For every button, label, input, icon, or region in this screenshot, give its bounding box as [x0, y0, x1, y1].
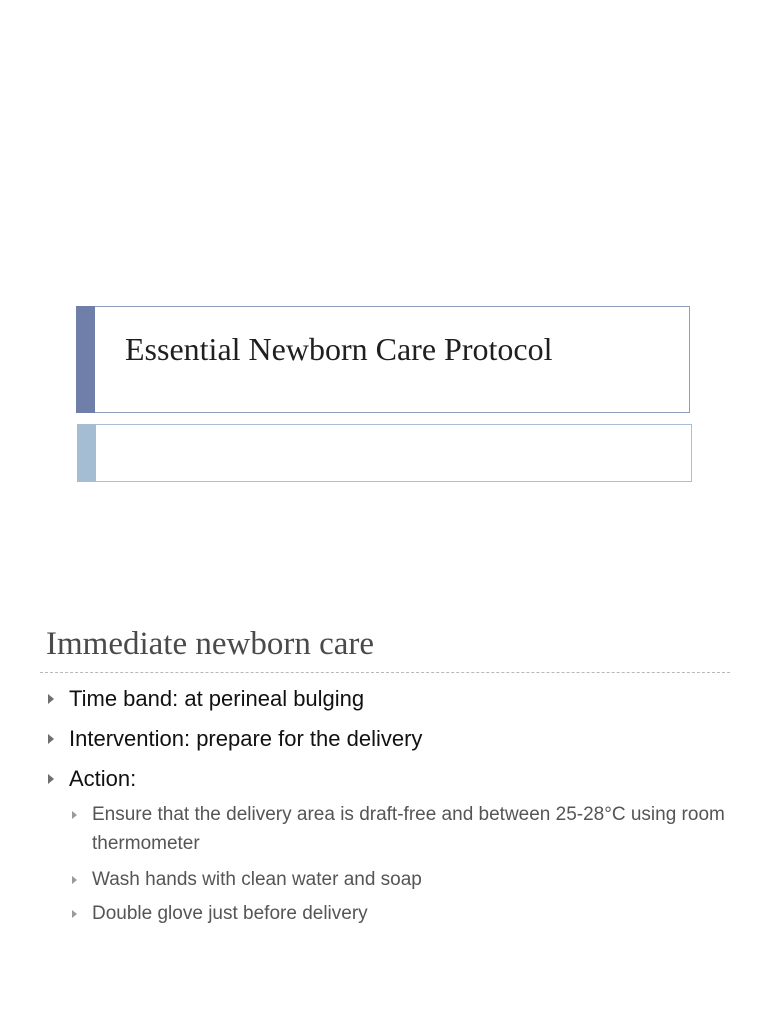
triangle-right-icon: [72, 910, 77, 918]
triangle-right-icon: [48, 734, 54, 744]
title-box: [76, 306, 690, 413]
heading-divider: [40, 672, 730, 673]
subtitle-box: [77, 424, 692, 482]
sub-bullet-item: [72, 865, 422, 894]
subtitle-accent-bar: [77, 424, 96, 482]
slide-title: Essential Newborn Care Protocol: [125, 331, 553, 367]
triangle-right-icon: [72, 811, 77, 819]
bullet-label: Action:: [69, 766, 137, 791]
section-heading: Immediate newborn care: [46, 626, 375, 662]
title-accent-bar: [76, 306, 95, 413]
triangle-right-icon: [48, 694, 54, 704]
sub-bullet-label: Ensure that the delivery area is draft-free and between 25-28°C using room thermometer: [92, 804, 725, 854]
triangle-right-icon: [48, 774, 54, 784]
bullet-item: [48, 686, 364, 712]
bullet-item: [48, 766, 136, 792]
sub-bullet-label: Wash hands with clean water and soap: [92, 869, 422, 890]
bullet-label: Intervention: prepare for the delivery: [69, 726, 423, 751]
sub-bullet-item: [72, 800, 732, 858]
bullet-label: Time band: at perineal bulging: [69, 686, 365, 711]
bullet-item: [48, 726, 422, 752]
sub-bullet-label: Double glove just before delivery: [92, 903, 368, 924]
triangle-right-icon: [72, 876, 77, 884]
sub-bullet-item: [72, 899, 368, 928]
